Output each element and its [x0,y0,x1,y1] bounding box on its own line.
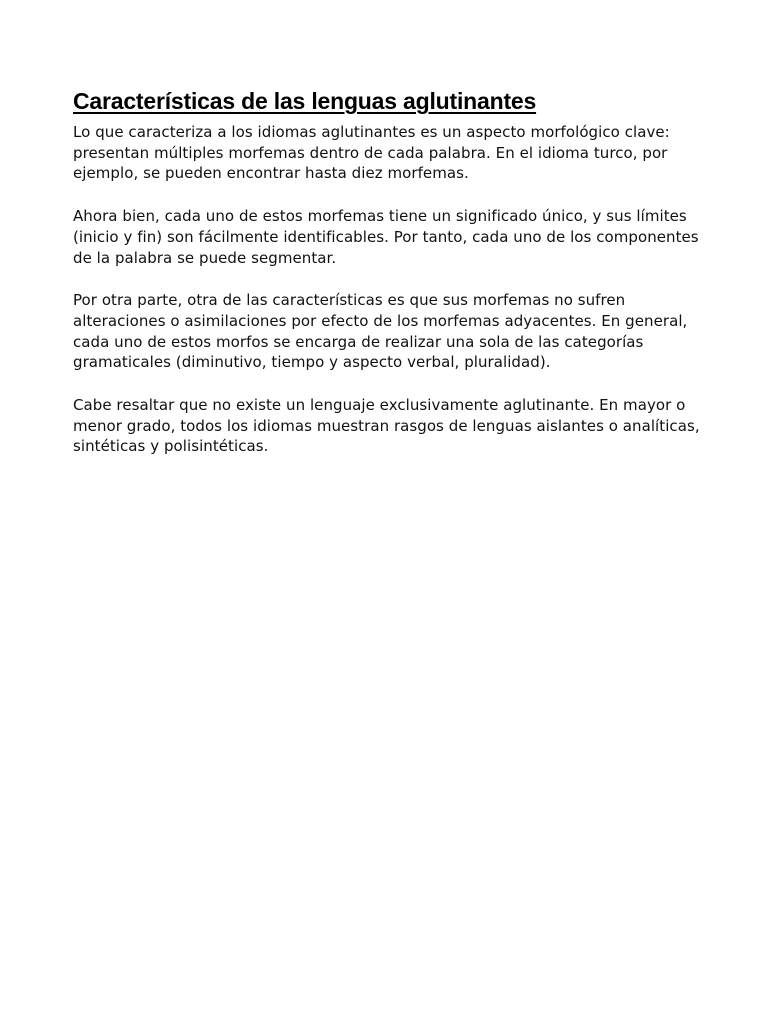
paragraph-4: Cabe resaltar que no existe un lenguaje exclusivamente aglutinante. En mayor o menor grado, todos los idiomas muestran rasgos de lenguas aislantes o analíticas, sintéticas y polisintéticas. [73,396,700,456]
document-title: Características de las lenguas aglutinantes [73,88,537,114]
document-content [73,86,703,479]
paragraph-1: Lo que caracteriza a los idiomas aglutinantes es un aspecto morfológico clave: presentan múltiples morfemas dentro de cada palabra. En el idioma turco, por ejemplo, se pueden encontrar hasta diez morfemas. [73,123,670,183]
paragraph-3: Por otra parte, otra de las características es que sus morfemas no sufren alteraciones o asimilaciones por efecto de los morfemas adyacentes. En general, cada uno de estos morfos se encarga de realizar una sola de las categorías gramaticales (diminutivo, tiempo y aspecto verbal, pluralidad). [73,291,688,372]
paragraph-2: Ahora bien, cada uno de estos morfemas tiene un significado único, y sus límites (inicio y fin) son fácilmente identificables. Por tanto, cada uno de los componentes de la palabra se puede segmentar. [73,207,699,267]
